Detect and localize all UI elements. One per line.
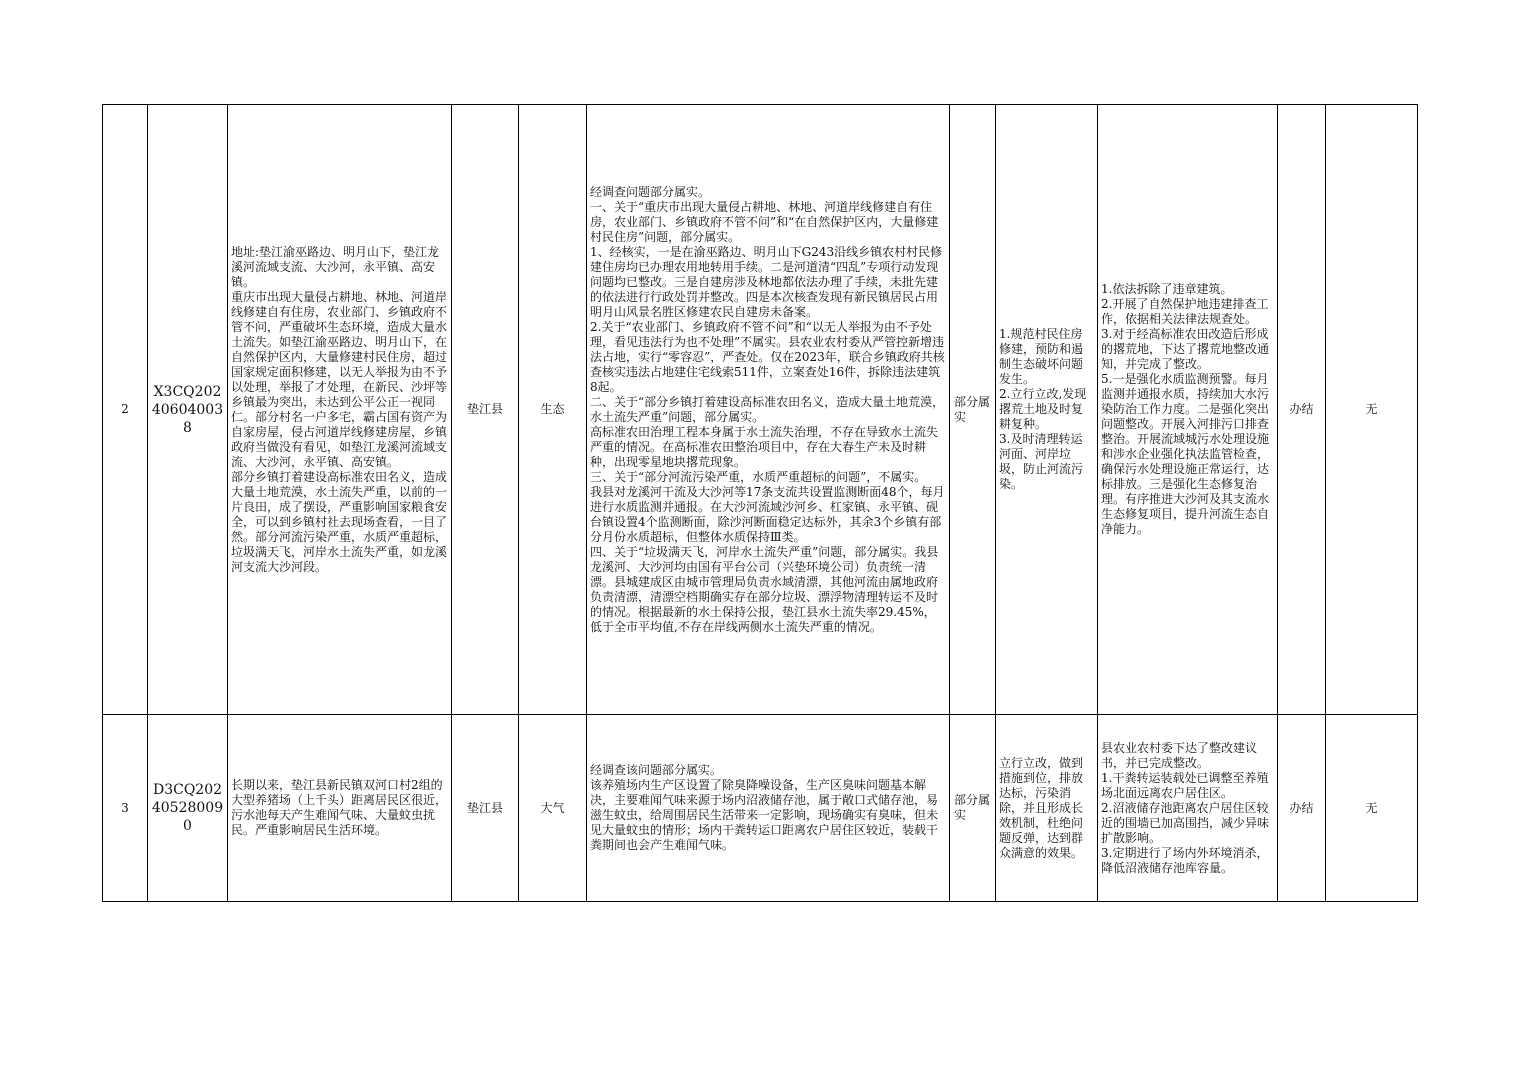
pollution-type: 大气 xyxy=(519,715,587,902)
complaint-content xyxy=(228,105,452,715)
pollution-type: 生态 xyxy=(519,105,587,715)
table-row xyxy=(103,715,1418,902)
rectification-measures: 立行立改，做到措施到位，排放达标，污染消除，并且形成长效机制，杜绝问题反弹，达到群众满意的效果。 xyxy=(996,715,1098,902)
content-para: 地址:垫江渝巫路边、明月山下，垫江龙溪河流域支流、大沙河，永平镇、高安镇。 xyxy=(231,244,440,289)
row-number: 2 xyxy=(103,105,148,715)
case-code: X3CQ202406040038 xyxy=(148,105,228,715)
content-para: 部分乡镇打着建设高标准农田名义，造成大量土地荒漠，水土流失严重，以前的一片良田，成了摆设，严重影响国家粮食安全，可以到乡镇村社去现场查看，一目了然。部分河流污染严重，水质严重超标，垃圾满天飞，河岸水土流失严重，如龙溪河支流大沙河段。 xyxy=(231,469,448,574)
investigation-result: 经调查该问题部分属实。 该养殖场内生产区设置了除臭降噪设备，生产区臭味问题基本解决，主要难闻气味来源于场内沼液储存池，属于敞口式储存池，易滋生蚊虫，给周围居民生活带来一定影响，现场确实有臭味，但未见大量蚊虫的情形；场内干粪转运口距离农户居住区较近，装载干粪期间也会产生难闻气味。 xyxy=(587,715,950,902)
verification-status: 部分属实 xyxy=(950,105,996,715)
case-code: D3CQ202405280090 xyxy=(148,715,228,902)
content-para: 长期以来，垫江县新民镇双河口村2组的大型养猪场（上千头）距离居民区很近，污水池每天产生难闻气味、大量蚊虫扰民。严重影响居民生活环境。 xyxy=(231,778,448,837)
rectification-results: 1.依法拆除了违章建筑。 2.开展了自然保护地违建排查工作，依据相关法律法规查处。 3.对于经高标准农田改造后形成的撂荒地，下达了撂荒地整改通知，并完成了整改。 5.一是强化水质监测预警。每月监测并通报水质，持续加大水污染防治工作力度。二是强化突出问题整改。开展入河排污口排查整治。开展流域城污水处理设施和涉水企业强化执法监管检查，确保污水处理设施正常运行，达标排放。三是强化生态修复治理。有序推进大沙河及其支流水生态修复项目，提升河流生态自净能力。 xyxy=(1098,105,1278,715)
district: 垫江县 xyxy=(452,715,519,902)
rectification-measures: 1.规范村民住房修建，预防和遏制生态破坏问题发生。 2.立行立改,发现撂荒土地及时复耕复种。 3.及时清理转运河面、河岸垃圾，防止河流污染。 xyxy=(996,105,1098,715)
rectification-results: 县农业农村委下达了整改建议书，并已完成整改。 1.干粪转运装载处已调整至养殖场北面远离农户居住区。 2.沼液储存池距离农户居住区较近的围墙已加高围挡，减少异味扩散影响。 3.定期进行了场内外环境消杀，降低沼液储存池库容量。 xyxy=(1098,715,1278,902)
content-para: 重庆市出现大量侵占耕地、林地、河道岸线修建自有住房，农业部门、乡镇政府不管不问，严重破坏生态环境，造成大量水土流失。如垫江渝巫路边、明月山下，在自然保护区内，大量修建村民住房，超过国家规定面积修建，以无人举报为由不予以处理，举报了才处理，在新民、沙坪等乡镇最为突出，未达到公平公正一视同仁。部分村名一户多宅，霸占国有资产为自家房屋，侵占河道岸线修建房屋，乡镇政府当做没有看见，如垫江龙溪河流域支流、大沙河，永平镇、高安镇。 xyxy=(231,289,448,469)
row-number: 3 xyxy=(103,715,148,902)
complaint-table xyxy=(102,104,1418,902)
complaint-content xyxy=(228,715,452,902)
table-row xyxy=(103,105,1418,715)
remarks: 无 xyxy=(1326,715,1418,902)
verification-status: 部分属实 xyxy=(950,715,996,902)
investigation-result: 经调查问题部分属实。 一、关于“重庆市出现大量侵占耕地、林地、河道岸线修建自有住房，农业部门、乡镇政府不管不问”和“在自然保护区内，大量修建村民住房”问题，部分属实。 1、经核实，一是在渝巫路边、明月山下G243沿线乡镇农村村民修建住房均已办理农用地转用手续。二是河道清“四乱”专项行动发现问题均已整改。三是自建房涉及林地都依法办理了手续，未批先建的依法进行行政处罚并整改。四是本次核查发现有新民镇居民占用明月山风景名胜区修建农民自建房未备案。 2.关于“农业部门、乡镇政府不管不问”和“以无人举报为由不予处理，看见违法行为也不处理”不属实。县农业农村委从严管控新增违法占地，实行“零容忍”，严查处。仅在2023年，联合乡镇政府共核查核实违法占地建住宅线索511件，立案查处16件，拆除违法建筑8起。 二、关于“部分乡镇打着建设高标准农田名义，造成大量土地荒漠，水土流失严重”问题，部分属实。 高标准农田治理工程本身属于水土流失治理，不存在导致水土流失严重的情况。在高标准农田整治项目中，存在大春生产未及时耕种，出现零星地块撂荒现象。 三、关于“部分河流污染严重，水质严重超标的问题”，不属实。 我县对龙溪河干流及大沙河等17条支流共设置监测断面48个，每月进行水质监测并通报。在大沙河流域沙河乡、杠家镇、永平镇、砚台镇设置4个监测断面，除沙河断面稳定达标外，其余3个乡镇有部分月份水质超标，但整体水质保持Ⅲ类。 四、关于“垃圾满天飞，河岸水土流失严重”问题，部分属实。我县龙溪河、大沙河均由国有平台公司（兴垫环境公司）负责统一清漂。县城建成区由城市管理局负责水域清漂，其他河流由属地政府负责清漂，清漂空档期确实存在部分垃圾、漂浮物清理转运不及时的情况。根据最新的水土保持公报，垫江县水土流失率29.45%，低于全市平均值,不存在岸线两侧水土流失严重的情况。 xyxy=(587,105,950,715)
progress-status: 办结 xyxy=(1278,105,1326,715)
district: 垫江县 xyxy=(452,105,519,715)
progress-status: 办结 xyxy=(1278,715,1326,902)
remarks: 无 xyxy=(1326,105,1418,715)
